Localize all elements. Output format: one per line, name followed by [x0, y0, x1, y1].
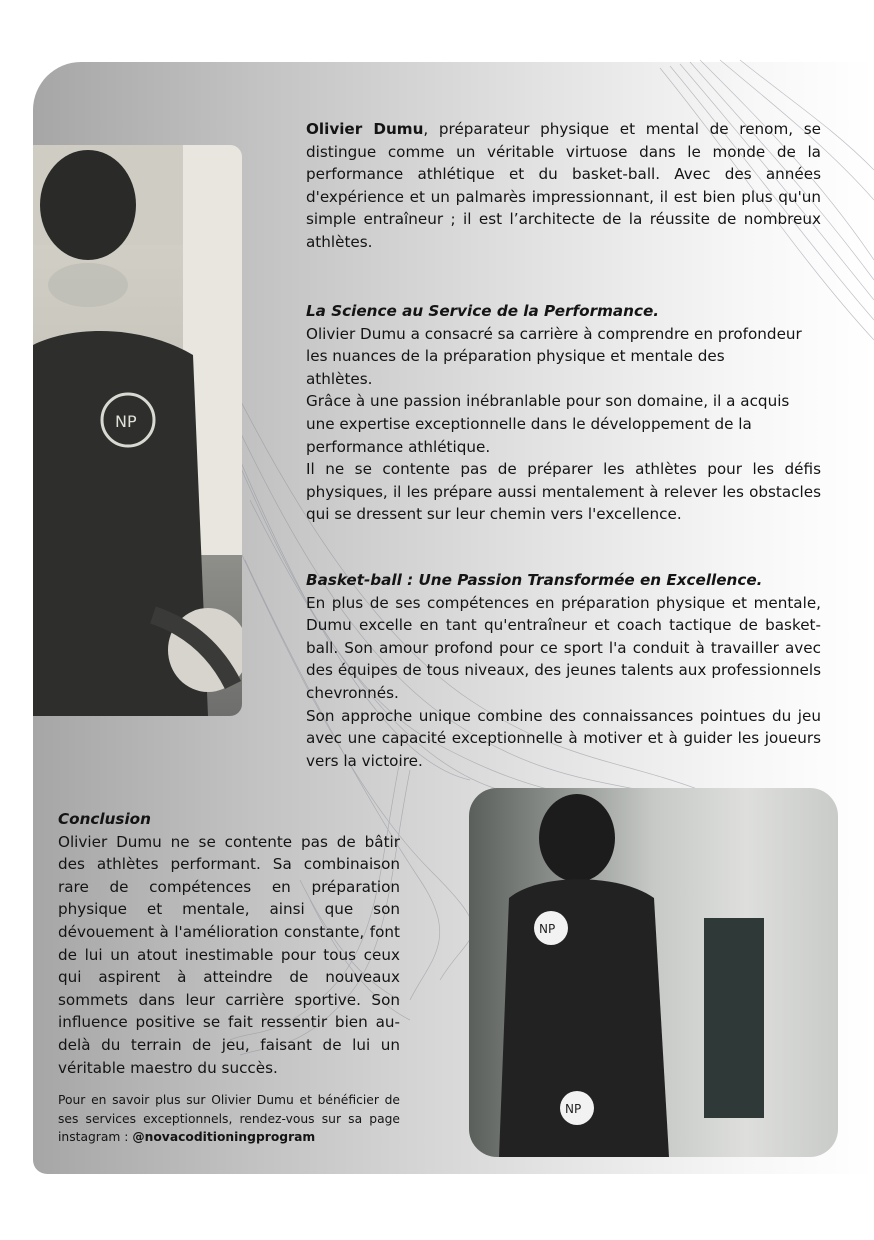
science-paragraph-3: Il ne se contente pas de préparer les athlètes pour les défis physiques, il les prépare aussi mentalement à relever les obstacles qui se dressent sur leur chemin vers l'excellence. [306, 460, 821, 524]
conclusion-paragraph: Olivier Dumu ne se contente pas de bâtir des athlètes performant. Sa combinaison rare de compétences en préparation physique et mentale, ainsi que son dévouement à l'amélioration constante, font de lui un atout inestimable pour tous ceux qui aspirent à atteindre de nouveaux sommets dans leur carrière sportive. Son influence positive se fait ressentir bien au-delà du terrain de jeu, faisant de lui un véritable maestro du succès. [58, 832, 400, 1077]
conclusion-heading: Conclusion [58, 810, 151, 828]
svg-text:NP: NP [115, 412, 137, 431]
footer-text: Pour en savoir plus sur Olivier Dumu et bénéficier de ses services exceptionnels, rendez-vous sur sa page instagram : [58, 1093, 400, 1144]
coach-hoodie-photo [469, 788, 838, 1157]
science-paragraph-1: Olivier Dumu a consacré sa carrière à comprendre en profondeur les nuances de la préparation physique et mentale des [306, 324, 802, 366]
bio-text: , préparateur physique et mental de renom, se distingue comme un véritable virtuose dans le monde de la performance athlétique et du basket-ball. Avec des années d'expérience et un palmarès impressionnant, il est bien plus qu'un simple entraîneur ; il est l’architecte de la réussite de nombreux athlètes. [306, 120, 821, 251]
basketball-paragraph-2: Son approche unique combine des connaissances pointues du jeu avec une capacité exceptionnelle à motiver et à guider les joueurs vers la victoire. [306, 706, 821, 770]
science-section [306, 300, 821, 526]
svg-text:NP: NP [539, 922, 556, 936]
instagram-handle-link[interactable]: @novacoditioningprogram [132, 1130, 316, 1144]
basketball-heading: Basket-ball : Une Passion Transformée en Excellence. [306, 571, 763, 589]
coach-portrait-photo [33, 145, 242, 716]
svg-text:NP: NP [565, 1102, 582, 1116]
science-paragraph-1-end: athlètes. [306, 369, 373, 388]
science-paragraph-2: Grâce à une passion inébranlable pour son domaine, il a acquis une expertise exceptionnelle dans le développement de la performance athlétique. [306, 392, 790, 456]
bio-paragraph [306, 118, 821, 254]
science-heading: La Science au Service de la Performance. [306, 302, 660, 320]
basketball-paragraph-1: En plus de ses compétences en préparation physique et mentale, Dumu excelle en tant qu'entraîneur et coach tactique de basket-ball. Son amour profond pour ce sport l'a conduit à travailler avec des équipes de tous niveaux, des jeunes talents aux professionnels chevronnés. [306, 593, 821, 702]
basketball-section [306, 569, 821, 772]
footer-note [58, 1091, 400, 1147]
conclusion-section [58, 808, 400, 1079]
bio-name: Olivier Dumu [306, 120, 424, 138]
